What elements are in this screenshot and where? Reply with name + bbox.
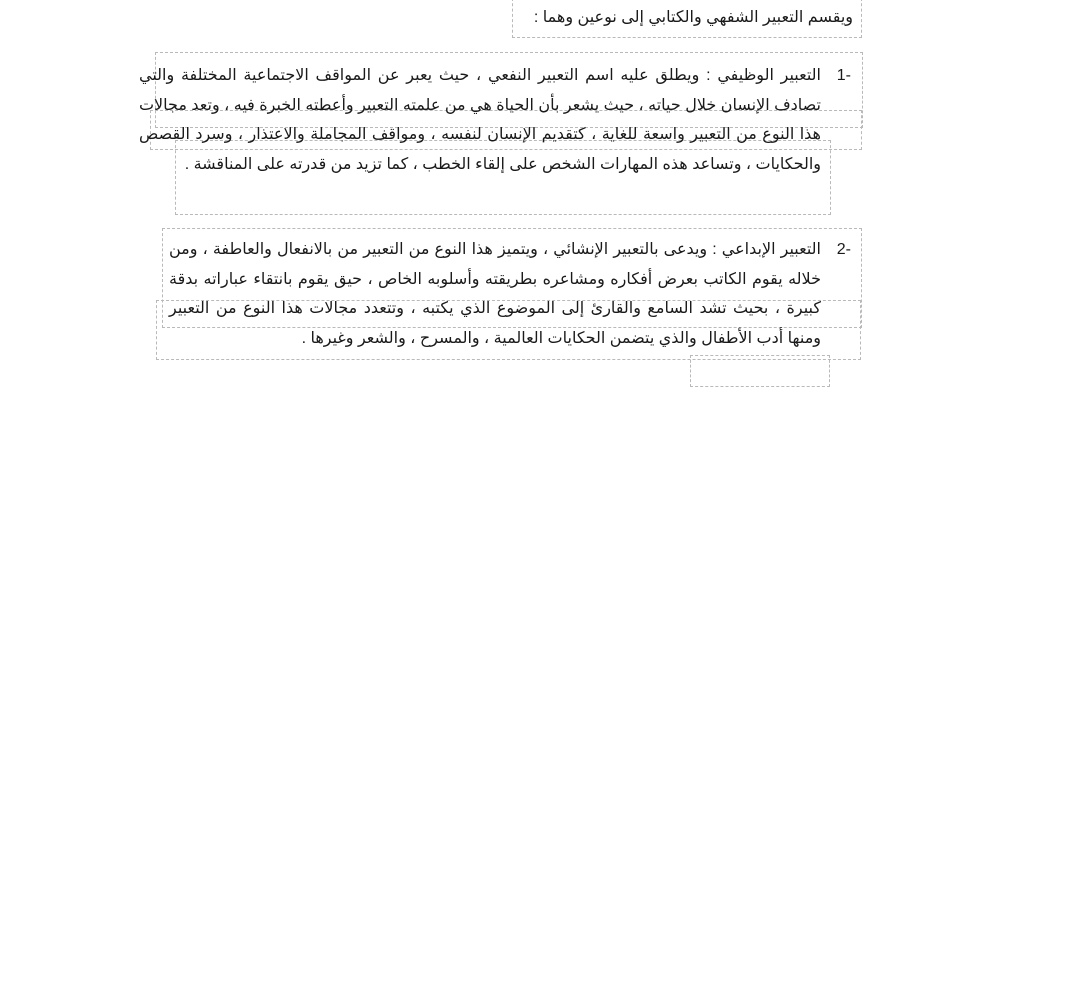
layout-guide-box [690,355,830,387]
list-item-number: 2- [836,241,851,258]
list-item-number: 1- [836,67,851,84]
list-item [138,61,851,179]
list-item [169,235,851,353]
list-item-text: التعبير الوظيفي : ويطلق عليه اسم التعبير النفعي ، حيث يعبر عن المواقف الاجتماعية المختلفة والتي تصادف الإنسان خلال حياته ، حيث يشعر بأن الحياة هي من علمته التعبير وأعطته الخبرة فيه ، وتعد مجالات هذا النوع من التعبير واسعة للغاية ، كتقديم الإنسان لنفسه ، ومواقف المجاملة والاعتذار ، وسرد القصص والحكايات ، وتساعد هذه المهارات الشخص على إلقاء الخطب ، كما تزيد من قدرته على المناقشة . [138,67,821,173]
intro-paragraph: ويقسم التعبير الشفهي والكتابي إلى نوعين وهما : [533,9,853,26]
list-item-text: التعبير الإبداعي : ويدعى بالتعبير الإنشائي ، ويتميز هذا النوع من التعبير من بالانفعال والعاطفة ، ومن خلاله يقوم الكاتب بعرض أفكاره ومشاعره بطريقته وأسلوبه الخاص ، حيق يقوم بانتقاء عباراته بدقة كبيرة ، بحيث تشد السامع والقارئ إلى الموضوع الذي يكتبه ، وتتعدد مجالات هذا النوع من التعبير ومنها أدب الأطفال والذي يتضمن الحكايات العالمية ، والمسرح ، والشعر وغيرها . [169,241,821,347]
